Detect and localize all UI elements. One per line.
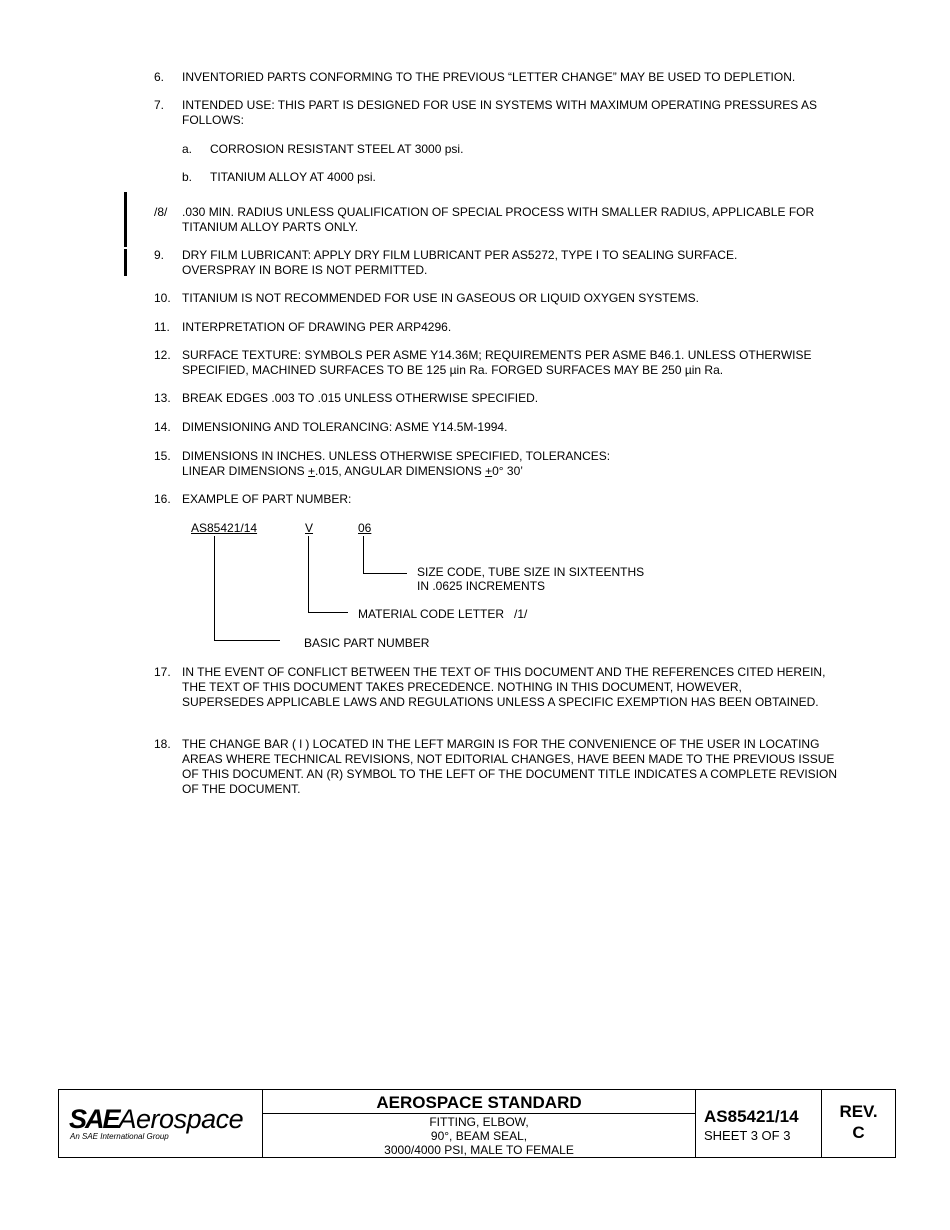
note-number: 11.	[154, 320, 170, 334]
leader-line	[214, 536, 215, 641]
note-number: 18.	[154, 737, 171, 751]
document-number: AS85421/14	[704, 1107, 799, 1126]
material-code-label: MATERIAL CODE LETTER /1/	[358, 607, 528, 621]
logo-tagline: An SAE International Group	[70, 1132, 169, 1141]
plus-minus-symbol: +	[485, 464, 493, 478]
note-number: /8/	[154, 205, 168, 219]
logo-cell	[59, 1090, 262, 1157]
note-number: a.	[182, 142, 193, 156]
note-number: 6.	[154, 70, 165, 84]
note-15-line2-a: LINEAR DIMENSIONS	[182, 464, 309, 478]
note-number: 10.	[154, 291, 171, 305]
note-number: 14.	[154, 420, 171, 434]
sheet-number: SHEET 3 OF 3	[704, 1128, 791, 1143]
document-title	[263, 1115, 695, 1157]
title-line: 90°, BEAM SEAL,	[430, 1129, 528, 1143]
title-block	[58, 1089, 896, 1158]
leader-line	[363, 573, 407, 574]
note-text: DIMENSIONING AND TOLERANCING: ASME Y14.5M-1994.	[182, 420, 508, 434]
change-bar	[124, 249, 127, 276]
basic-part-number-label: BASIC PART NUMBER	[304, 636, 430, 650]
revision-label: REV.	[839, 1102, 878, 1121]
note-text: TITANIUM IS NOT RECOMMENDED FOR USE IN GASEOUS OR LIQUID OXYGEN SYSTEMS.	[182, 291, 699, 305]
note-text	[182, 449, 862, 479]
logo-sae-text: SAE	[69, 1104, 119, 1134]
leader-line	[363, 536, 364, 574]
note-text: CORROSION RESISTANT STEEL AT 3000 psi.	[210, 142, 464, 156]
change-bar	[124, 192, 127, 247]
note-15-line2-c: 0° 30’	[492, 464, 523, 478]
revision-cell	[822, 1090, 895, 1157]
title-cell	[263, 1090, 695, 1157]
note-number: 7.	[154, 98, 165, 112]
plus-minus-symbol: +	[308, 464, 316, 478]
note-text: SURFACE TEXTURE: SYMBOLS PER ASME Y14.36M; REQUIREMENTS PER ASME B46.1. UNLESS OTHERWISE SPECIFIED, MACHINED SURFACES TO BE 125 µin Ra. FORGED SURFACES MAY BE 250 µin Ra.	[182, 348, 812, 377]
note-text: INTERPRETATION OF DRAWING PER ARP4296.	[182, 320, 452, 334]
part-size-code: 06	[358, 521, 372, 535]
size-code-label: SIZE CODE, TUBE SIZE IN SIXTEENTHS	[417, 565, 645, 579]
note-number: 15.	[154, 449, 171, 463]
revision-value: C	[852, 1123, 865, 1142]
doc-number-cell	[696, 1090, 821, 1157]
logo-aerospace-text: Aerospace	[118, 1104, 244, 1134]
note-15-line1: DIMENSIONS IN INCHES. UNLESS OTHERWISE SPECIFIED, TOLERANCES:	[182, 449, 611, 463]
title-line: 3000/4000 PSI, MALE TO FEMALE	[384, 1143, 574, 1157]
size-code-label: IN .0625 INCREMENTS	[417, 579, 546, 593]
note-number: 13.	[154, 391, 171, 405]
sae-aerospace-logo	[69, 1104, 243, 1135]
note-number: 12.	[154, 348, 171, 362]
part-material-code: V	[305, 521, 314, 535]
note-number: 16.	[154, 492, 171, 506]
leader-line	[308, 536, 309, 613]
title-line: FITTING, ELBOW,	[429, 1115, 529, 1129]
note-text: .030 MIN. RADIUS UNLESS QUALIFICATION OF SPECIAL PROCESS WITH SMALLER RADIUS, APPLICABLE FOR TITANIUM ALLOY PARTS ONLY.	[182, 205, 815, 234]
part-basic-number: AS85421/14	[191, 521, 258, 535]
document-heading: AEROSPACE STANDARD	[376, 1093, 582, 1112]
note-text: EXAMPLE OF PART NUMBER:	[182, 492, 352, 506]
note-text: DRY FILM LUBRICANT: APPLY DRY FILM LUBRICANT PER AS5272, TYPE I TO SEALING SURFACE. OVERSPRAY IN BORE IS NOT PERMITTED.	[182, 248, 738, 277]
note-text: INTENDED USE: THIS PART IS DESIGNED FOR USE IN SYSTEMS WITH MAXIMUM OPERATING PRESSURES AS FOLLOWS:	[182, 98, 817, 127]
note-number: 9.	[154, 248, 165, 262]
leader-line	[308, 612, 348, 613]
note-text: TITANIUM ALLOY AT 4000 psi.	[210, 170, 376, 184]
divider	[263, 1113, 695, 1114]
note-text: THE CHANGE BAR ( l ) LOCATED IN THE LEFT MARGIN IS FOR THE CONVENIENCE OF THE USER IN LOCATING AREAS WHERE TECHNICAL REVISIONS, NOT EDITORIAL CHANGES, HAVE BEEN MADE TO THE PREVIOUS ISSUE OF THIS DOCUMENT. AN (R) SYMBOL TO THE LEFT OF THE DOCUMENT TITLE INDICATES A COMPLETE REVISION OF THE DOCUMENT.	[182, 737, 837, 796]
note-text: IN THE EVENT OF CONFLICT BETWEEN THE TEXT OF THIS DOCUMENT AND THE REFERENCES CITED HEREIN, THE TEXT OF THIS DOCUMENT TAKES PRECEDENCE. NOTHING IN THIS DOCUMENT, HOWEVER, SUPERSEDES APPLICABLE LAWS AND REGULATIONS UNLESS A SPECIFIC EXEMPTION HAS BEEN OBTAINED.	[182, 665, 826, 709]
note-number: b.	[182, 170, 193, 184]
note-15-line2-b: .015, ANGULAR DIMENSIONS	[315, 464, 486, 478]
note-text: BREAK EDGES .003 TO .015 UNLESS OTHERWISE SPECIFIED.	[182, 391, 539, 405]
leader-line	[214, 640, 280, 641]
note-text: INVENTORIED PARTS CONFORMING TO THE PREVIOUS “LETTER CHANGE” MAY BE USED TO DEPLETION.	[182, 70, 796, 84]
note-number: 17.	[154, 665, 171, 679]
